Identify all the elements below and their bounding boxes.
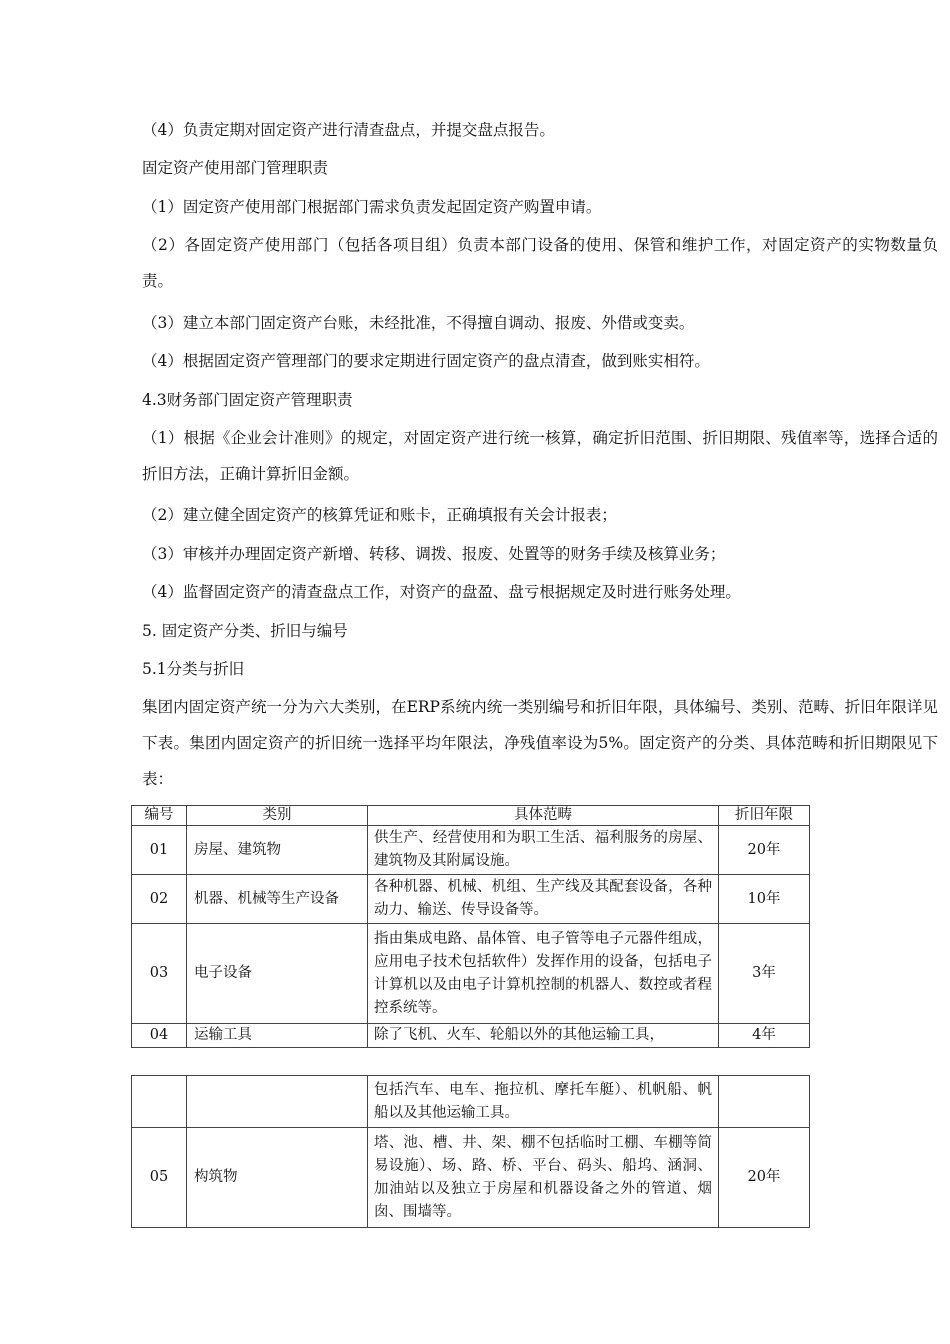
cell-scope: 指由集成电路、晶体管、电子管等电子元器件组成，应用电子技术包括软件）发挥作用的设备，包括电子计算机以及由电子计算机控制的机器人、数控或者程控系统等。 <box>368 924 719 1024</box>
cell-code: 03 <box>132 924 187 1024</box>
table-row <box>132 924 810 1024</box>
table-row <box>132 1128 810 1228</box>
cell-years: 20年 <box>719 826 810 875</box>
cell-scope: 供生产、经营使用和为职工生活、福利服务的房屋、建筑物及其附属设施。 <box>368 826 719 875</box>
table-row <box>132 875 810 924</box>
cell-code: 01 <box>132 826 187 875</box>
cell-years: 20年 <box>719 1128 810 1228</box>
paragraph-user-duty-4: （4）根据固定资产管理部门的要求定期进行固定资产的盘点清查，做到账实相符。 <box>142 352 710 370</box>
table-row <box>132 1076 810 1128</box>
cell-category: 机器、机械等生产设备 <box>187 875 368 924</box>
cell-scope: 包括汽车、电车、拖拉机、摩托车艇）、机帆船、帆船以及其他运输工具。 <box>368 1076 719 1128</box>
paragraph-finance-duty-1: （1）根据《企业会计准则》的规定，对固定资产进行统一核算，确定折旧范围、折旧期限、残值率等，选择合适的折旧方法，正确计算折旧金额。 <box>142 429 938 483</box>
paragraph-user-duty-3: （3）建立本部门固定资产台账，未经批准，不得擅自调动、报废、外借或变卖。 <box>142 314 695 332</box>
heading-section-5: 5. 固定资产分类、折旧与编号 <box>142 622 348 640</box>
cell-category: 电子设备 <box>187 924 368 1024</box>
cell-code: 05 <box>132 1128 187 1228</box>
cell-category <box>187 1076 368 1128</box>
cell-scope: 塔、池、槽、井、架、棚不包括临时工棚、车棚等简易设施）、场、路、桥、平台、码头、船坞、涵洞、加油站以及独立于房屋和机器设备之外的管道、烟囱、围墙等。 <box>368 1128 719 1228</box>
paragraph-user-duty-2: （2）各固定资产使用部门（包括各项目组）负责本部门设备的使用、保管和维护工作，对固定资产的实物数量负责。 <box>142 236 938 290</box>
cell-scope: 各种机器、机械、机组、生产线及其配套设备，各种动力、输送、传导设备等。 <box>368 875 719 924</box>
paragraph-mgmt-duty-4: （4）负责定期对固定资产进行清查盘点，并提交盘点报告。 <box>142 121 555 139</box>
cell-code: 04 <box>132 1024 187 1048</box>
paragraph-classification-intro: 集团内固定资产统一分为六大类别，在ERP系统内统一类别编号和折旧年限，具体编号、类别、范畴、折旧年限详见下表。集团内固定资产的折旧统一选择平均年限法，净残值率设为5%。固定资产的分类、具体范畴和折旧期限见下表： <box>142 698 938 788</box>
cell-category: 运输工具 <box>187 1024 368 1048</box>
cell-category: 构筑物 <box>187 1128 368 1228</box>
paragraph-finance-duty-2: （2）建立健全固定资产的核算凭证和账卡，正确填报有关会计报表； <box>142 506 617 524</box>
cell-code: 02 <box>132 875 187 924</box>
heading-user-dept-duties: 固定资产使用部门管理职责 <box>142 159 329 177</box>
asset-category-table <box>131 805 810 1048</box>
cell-category: 房屋、建筑物 <box>187 826 368 875</box>
cell-scope: 除了飞机、火车、轮船以外的其他运输工具， <box>368 1024 719 1048</box>
header-scope: 具体范畴 <box>368 806 719 826</box>
asset-category-table-continued <box>131 1075 810 1228</box>
paragraph-user-duty-1: （1）固定资产使用部门根据部门需求负责发起固定资产购置申请。 <box>142 198 602 216</box>
table-row <box>132 1024 810 1048</box>
cell-years: 4年 <box>719 1024 810 1048</box>
cell-years <box>719 1076 810 1128</box>
header-code: 编号 <box>132 806 187 826</box>
table-row <box>132 826 810 875</box>
header-years: 折旧年限 <box>719 806 810 826</box>
header-category: 类别 <box>187 806 368 826</box>
cell-code <box>132 1076 187 1128</box>
paragraph-finance-duty-4: （4）监督固定资产的清查盘点工作，对资产的盘盈、盘亏根据规定及时进行账务处理。 <box>142 583 741 601</box>
cell-years: 3年 <box>719 924 810 1024</box>
table-header-row <box>132 806 810 826</box>
paragraph-finance-duty-3: （3）审核并办理固定资产新增、转移、调拨、报废、处置等的财务手续及核算业务； <box>142 545 726 563</box>
heading-finance-dept-duties: 4.3财务部门固定资产管理职责 <box>142 391 353 409</box>
cell-years: 10年 <box>719 875 810 924</box>
heading-section-5-1: 5.1分类与折旧 <box>142 660 245 678</box>
